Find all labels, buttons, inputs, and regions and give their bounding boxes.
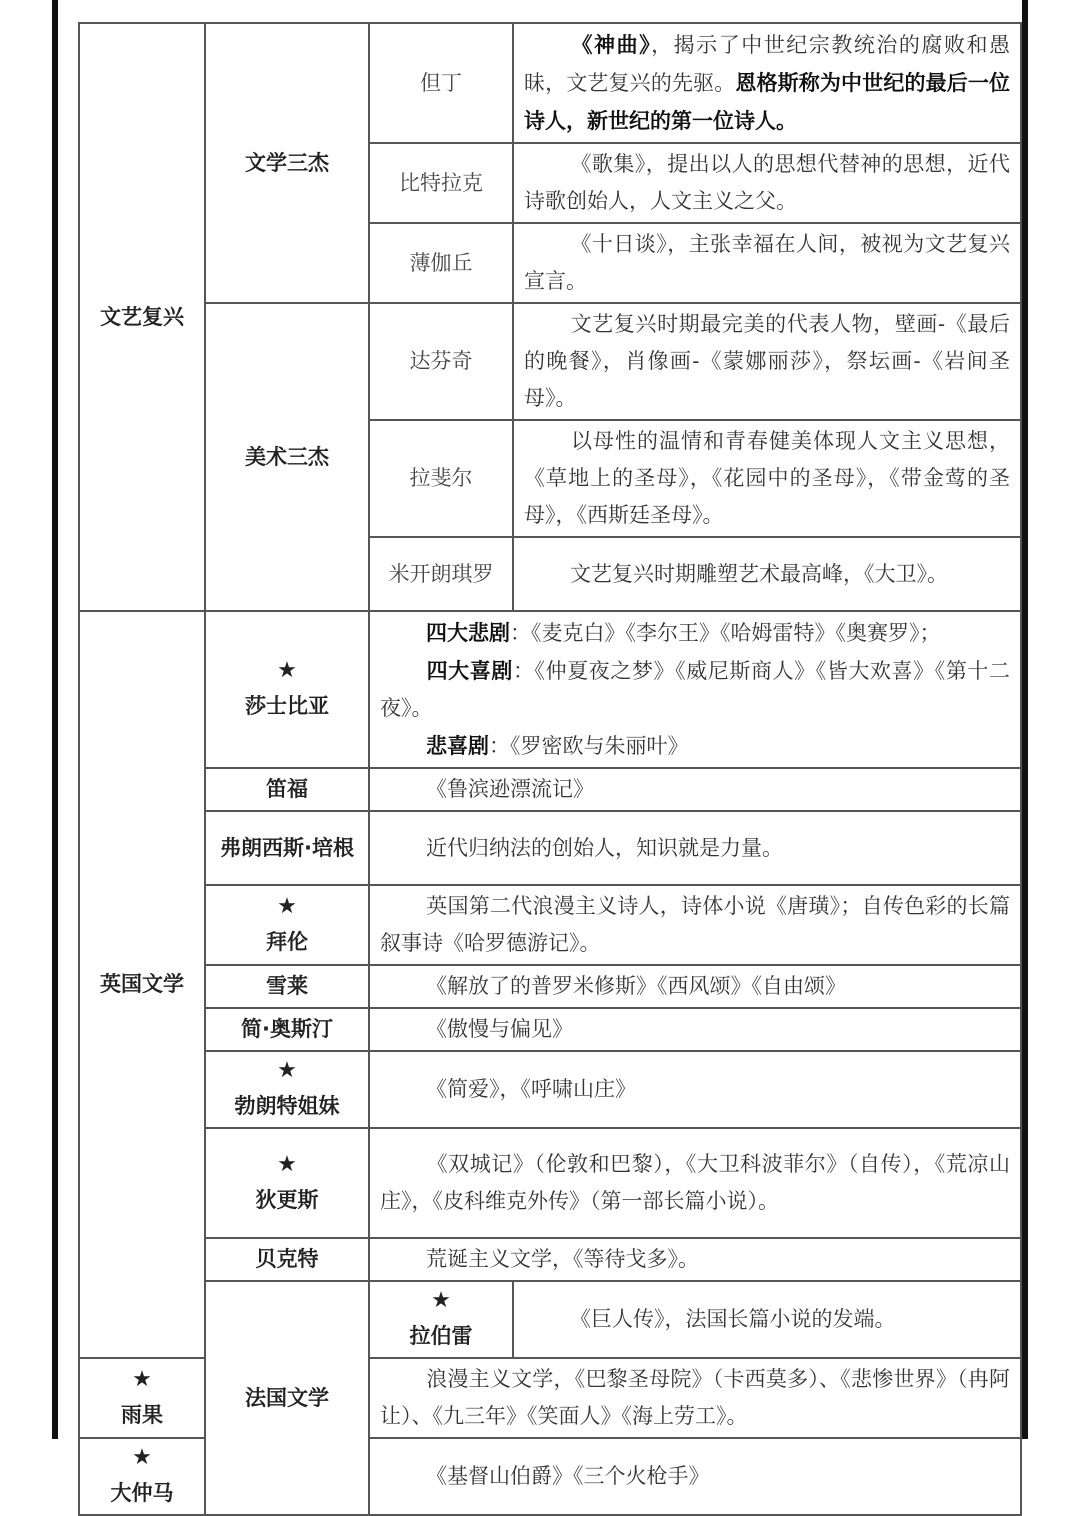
- desc-petrarch: [513, 143, 1021, 223]
- author-raphael: 拉斐尔: [369, 420, 513, 537]
- author-defoe: 笛福: [205, 768, 369, 811]
- author-bronte: [205, 1051, 369, 1128]
- author-bacon: 弗朗西斯·培根: [205, 811, 369, 885]
- star-icon: ★: [132, 1366, 152, 1392]
- desc-rabelais: [513, 1281, 1021, 1358]
- shakespeare-name: 莎士比亚: [245, 694, 329, 718]
- beckett-text: 荒诞主义文学，《等待戈多》。: [426, 1247, 699, 1271]
- rabelais-text: 《巨人传》，法国长篇小说的发端。: [570, 1307, 896, 1331]
- desc-raphael: [513, 420, 1021, 537]
- author-hugo: [79, 1358, 205, 1438]
- tragicomedy-text: ：《罗密欧与朱丽叶》: [489, 734, 689, 758]
- dumas-name: 大仲马: [110, 1481, 174, 1505]
- author-petrarch: 比特拉克: [369, 143, 513, 223]
- desc-shakespeare: [369, 611, 1021, 768]
- author-michelangelo: 米开朗琪罗: [369, 537, 513, 611]
- desc-michelangelo: [513, 537, 1021, 611]
- author-boccaccio: 薄伽丘: [369, 223, 513, 303]
- dickens-text: 《双城记》（伦敦和巴黎），《大卫科波菲尔》（自传），《荒凉山庄》，《皮科维克外传》（第一部长篇小说）。: [380, 1152, 1010, 1213]
- desc-beckett: [369, 1238, 1021, 1281]
- bronte-text: 《简爱》，《呼啸山庄》: [426, 1077, 636, 1101]
- comedies-label: 四大喜剧: [426, 658, 513, 683]
- author-rabelais: [369, 1281, 513, 1358]
- rabelais-name: 拉伯雷: [409, 1324, 473, 1348]
- desc-byron: [369, 885, 1021, 965]
- desc-boccaccio: [513, 223, 1021, 303]
- star-icon: ★: [277, 1058, 297, 1083]
- star-icon: ★: [277, 893, 297, 919]
- desc-dickens: [369, 1128, 1021, 1238]
- dante-text: ，揭示了中世纪宗教统治的腐败和愚昧，文艺复兴的先驱。: [524, 33, 1010, 95]
- author-byron: [205, 885, 369, 965]
- davinci-text: 文艺复兴时期最完美的代表人物，壁画-《最后的晚餐》，肖像画-《蒙娜丽莎》，祭坛画-《岩间圣母》。: [524, 312, 1010, 410]
- tragicomedy-label: 悲喜剧: [426, 733, 489, 758]
- desc-davinci: [513, 303, 1021, 420]
- desc-bacon: [369, 811, 1021, 885]
- boccaccio-text: 《十日谈》，主张幸福在人间，被视为文艺复兴宣言。: [524, 232, 1010, 293]
- dumas-text: 《基督山伯爵》《三个火枪手》: [426, 1464, 710, 1488]
- desc-dante: [513, 23, 1021, 143]
- group-art-three: 美术三杰: [205, 303, 369, 611]
- dickens-name: 狄更斯: [255, 1187, 319, 1212]
- author-dickens: [205, 1128, 369, 1238]
- bronte-name: 勃朗特姐妹: [234, 1094, 340, 1118]
- page-edge-left: [52, 0, 58, 1439]
- group-literature-three: 文学三杰: [205, 23, 369, 303]
- austen-text: 《傲慢与偏见》: [426, 1017, 573, 1041]
- hugo-name: 雨果: [121, 1402, 163, 1427]
- star-icon: ★: [132, 1445, 152, 1470]
- bacon-text: 近代归纳法的创始人，知识就是力量。: [426, 835, 783, 860]
- desc-dumas: [369, 1438, 1021, 1515]
- page-edge-right: [1022, 0, 1028, 1439]
- defoe-text: 《鲁滨逊漂流记》: [426, 777, 594, 801]
- author-dante: 但丁: [369, 23, 513, 143]
- byron-text: 英国第二代浪漫主义诗人，诗体小说《唐璜》；自传色彩的长篇叙事诗《哈罗德游记》。: [380, 894, 1010, 955]
- author-austen: 简·奥斯汀: [205, 1008, 369, 1051]
- comedies-text: ：《仲夏夜之梦》《威尼斯商人》《皆大欢喜》《第十二夜》。: [380, 659, 1011, 720]
- star-icon: ★: [277, 1151, 297, 1177]
- tragedies-text: ：《麦克白》《李尔王》《哈姆雷特》《奥赛罗》；: [510, 621, 941, 645]
- category-french: 法国文学: [205, 1281, 369, 1515]
- tragedies-label: 四大悲剧: [426, 620, 510, 645]
- desc-shelley: [369, 965, 1021, 1008]
- desc-austen: [369, 1008, 1021, 1051]
- petrarch-text: 《歌集》，提出以人的思想代替神的思想，近代诗歌创始人，人文主义之父。: [524, 152, 1010, 213]
- author-beckett: 贝克特: [205, 1238, 369, 1281]
- star-icon: ★: [431, 1288, 451, 1313]
- author-shakespeare: [205, 611, 369, 768]
- hugo-text: 浪漫主义文学，《巴黎圣母院》（卡西莫多）、《悲惨世界》（冉阿让）、《九三年》《笑面人》《海上劳工》。: [380, 1367, 1010, 1428]
- desc-hugo: [369, 1358, 1021, 1438]
- category-british: 英国文学: [79, 611, 205, 1358]
- raphael-text: 以母性的温情和青春健美体现人文主义思想，《草地上的圣母》，《花园中的圣母》，《带金莺的圣母》，《西斯廷圣母》。: [524, 429, 1010, 527]
- category-renaissance: 文艺复兴: [79, 23, 205, 611]
- literature-table: [78, 22, 1022, 1516]
- shelley-text: 《解放了的普罗米修斯》《西风颂》《自由颂》: [426, 974, 846, 998]
- author-dumas: [79, 1438, 205, 1515]
- dante-work: 《神曲》: [570, 32, 652, 57]
- author-shelley: 雪莱: [205, 965, 369, 1008]
- desc-defoe: [369, 768, 1021, 811]
- star-icon: ★: [277, 658, 297, 683]
- author-davinci: 达芬奇: [369, 303, 513, 420]
- desc-bronte: [369, 1051, 1021, 1128]
- michelangelo-text: 文艺复兴时期雕塑艺术最高峰，《大卫》。: [570, 561, 948, 586]
- dante-bold-note: 恩格斯称为中世纪的最后一位诗人，新世纪的第一位诗人。: [524, 70, 1011, 133]
- byron-name: 拜伦: [266, 929, 308, 954]
